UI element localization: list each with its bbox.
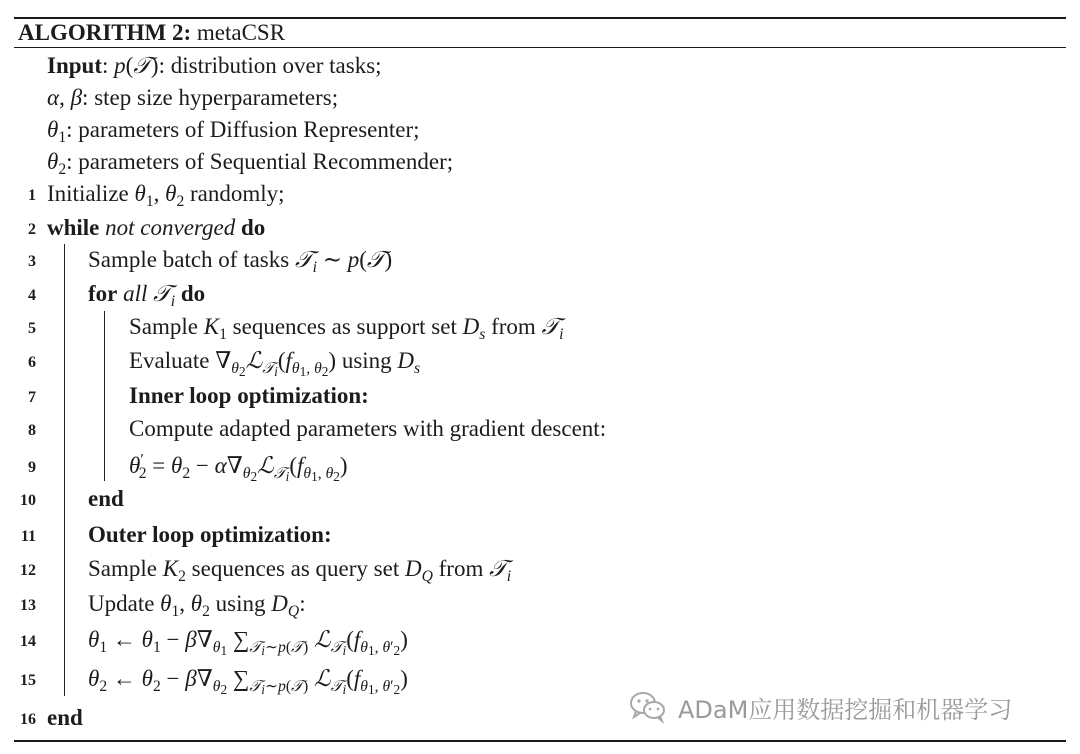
line-number: 9 (28, 459, 36, 476)
line-number: 15 (20, 672, 36, 689)
algorithm-line-10 (0, 483, 1080, 515)
line-text: Initialize (47, 181, 129, 206)
line-number: 1 (28, 187, 36, 204)
algorithm-header (18, 20, 285, 46)
line-text: using (341, 348, 392, 373)
algorithm-line-14 (0, 624, 1080, 656)
line-number: 4 (28, 287, 36, 304)
input-line-3: $\theta_1$: parameters of Diffusion Representer; (47, 117, 420, 146)
line-text: from (438, 556, 484, 581)
bottom-rule (14, 740, 1066, 742)
input-desc-3: parameters of Diffusion Representer; (78, 117, 420, 142)
wechat-icon (628, 690, 668, 724)
algorithm-line-7 (0, 380, 1080, 412)
line-text: Compute adapted parameters with gradient descent: (129, 416, 607, 441)
line-text: Evaluate (129, 348, 210, 373)
for-block-bar (104, 311, 105, 481)
algorithm-line-8 (0, 413, 1080, 445)
algorithm-line-11 (0, 519, 1080, 551)
algorithm-line-6: 6 Evaluate $\nabla_{\theta_2}ℒ_{𝒯_i}(f_{\theta_1, \theta_2})$ using $D_s$ (0, 345, 1080, 377)
line-text: using (215, 591, 266, 616)
input-keyword: Input (47, 53, 102, 78)
outer-loop-heading: Outer loop optimization: (88, 522, 332, 547)
outer-update-formula-2: $\theta_2$ ← $\theta_2 - \beta\nabla_{\theta_2}$ $\sum_{𝒯_i\sim p(𝒯)}$ $ℒ_{𝒯_i}(f_{\theta_1, \theta'_2})$ (88, 666, 408, 697)
input-line-1: Input: p(𝒯): distribution over tasks; (47, 53, 382, 79)
watermark (628, 690, 1012, 724)
line-number: 2 (28, 221, 36, 238)
inner-loop-heading: Inner loop optimization: (129, 383, 369, 408)
for-keyword: for (88, 281, 118, 306)
line-number: 10 (20, 492, 36, 509)
watermark-text: ADaM应用数据挖掘和机器学习 (678, 695, 1013, 724)
line-text: Sample batch of tasks (88, 247, 290, 272)
top-rule (14, 17, 1066, 19)
line-number: 8 (28, 422, 36, 439)
line-number: 16 (20, 711, 36, 728)
algorithm-name: metaCSR (196, 20, 286, 45)
algorithm-line-4: 4 for all 𝒯$_i$ do (0, 278, 1080, 310)
line-text: randomly; (190, 181, 285, 206)
algorithm-line-13: 13 Update $\theta_1$, $\theta_2$ using $D_Q$: (0, 588, 1080, 620)
outer-update-formula-1: $\theta_1$ ← $\theta_1 - \beta\nabla_{\theta_1}$ $\sum_{𝒯_i\sim p(𝒯)}$ $ℒ_{𝒯_i}(f_{\theta_1, \theta'_2})$ (88, 627, 408, 658)
end-keyword: end (88, 486, 124, 511)
line-number: 5 (28, 320, 36, 337)
header-rule (14, 47, 1066, 48)
line-number: 11 (20, 528, 36, 545)
algorithm-line-9 (0, 450, 1080, 482)
line-number: 12 (20, 562, 36, 579)
line-number: 14 (20, 633, 36, 650)
line-number: 13 (20, 597, 36, 614)
line-text: sequences as support set (232, 314, 457, 339)
algorithm-line-5: 5 Sample $K_1$ sequences as support set $D_s$ from 𝒯$_i$ (0, 311, 1080, 343)
algorithm-line-12: 12 Sample $K_2$ sequences as query set $D_Q$ from 𝒯$_i$ (0, 553, 1080, 585)
end-keyword: end (47, 705, 83, 730)
line-number: 6 (28, 354, 36, 371)
loop-condition: all (123, 281, 148, 306)
line-number: 3 (28, 253, 36, 270)
input-desc-2: step size hyperparameters; (94, 85, 339, 110)
line-text: Update (88, 591, 155, 616)
while-block-bar (64, 244, 65, 696)
algorithm-number: ALGORITHM 2: (18, 20, 192, 45)
inner-update-formula: $\theta'_2 = \theta_2$ − $\alpha\nabla_{\theta_2}ℒ_{𝒯_i}(f_{\theta_1, \theta_2})$ (129, 451, 348, 484)
algorithm-line-2 (0, 212, 1080, 244)
line-text: from (491, 314, 536, 339)
input-line-2: α, β: step size hyperparameters; (47, 85, 339, 110)
line-text: Sample (129, 314, 198, 339)
do-keyword: do (180, 281, 206, 306)
algorithm-line-3: 3 Sample batch of tasks 𝒯$_i$ ∼ p(𝒯) (0, 244, 1080, 276)
input-desc-1: distribution over tasks; (170, 53, 382, 78)
line-text: Sample (88, 556, 157, 581)
input-desc-4: parameters of Sequential Recommender; (78, 149, 454, 174)
do-keyword: do (240, 215, 266, 240)
loop-condition: not converged (105, 215, 236, 240)
algorithm-line-1: 1 Initialize $\theta_1$, $\theta_2$ randomly; (0, 178, 1080, 210)
line-number: 7 (28, 389, 36, 406)
while-keyword: while (47, 215, 100, 240)
input-line-4: $\theta_2$: parameters of Sequential Recommender; (47, 149, 454, 178)
line-text: sequences as query set (191, 556, 400, 581)
